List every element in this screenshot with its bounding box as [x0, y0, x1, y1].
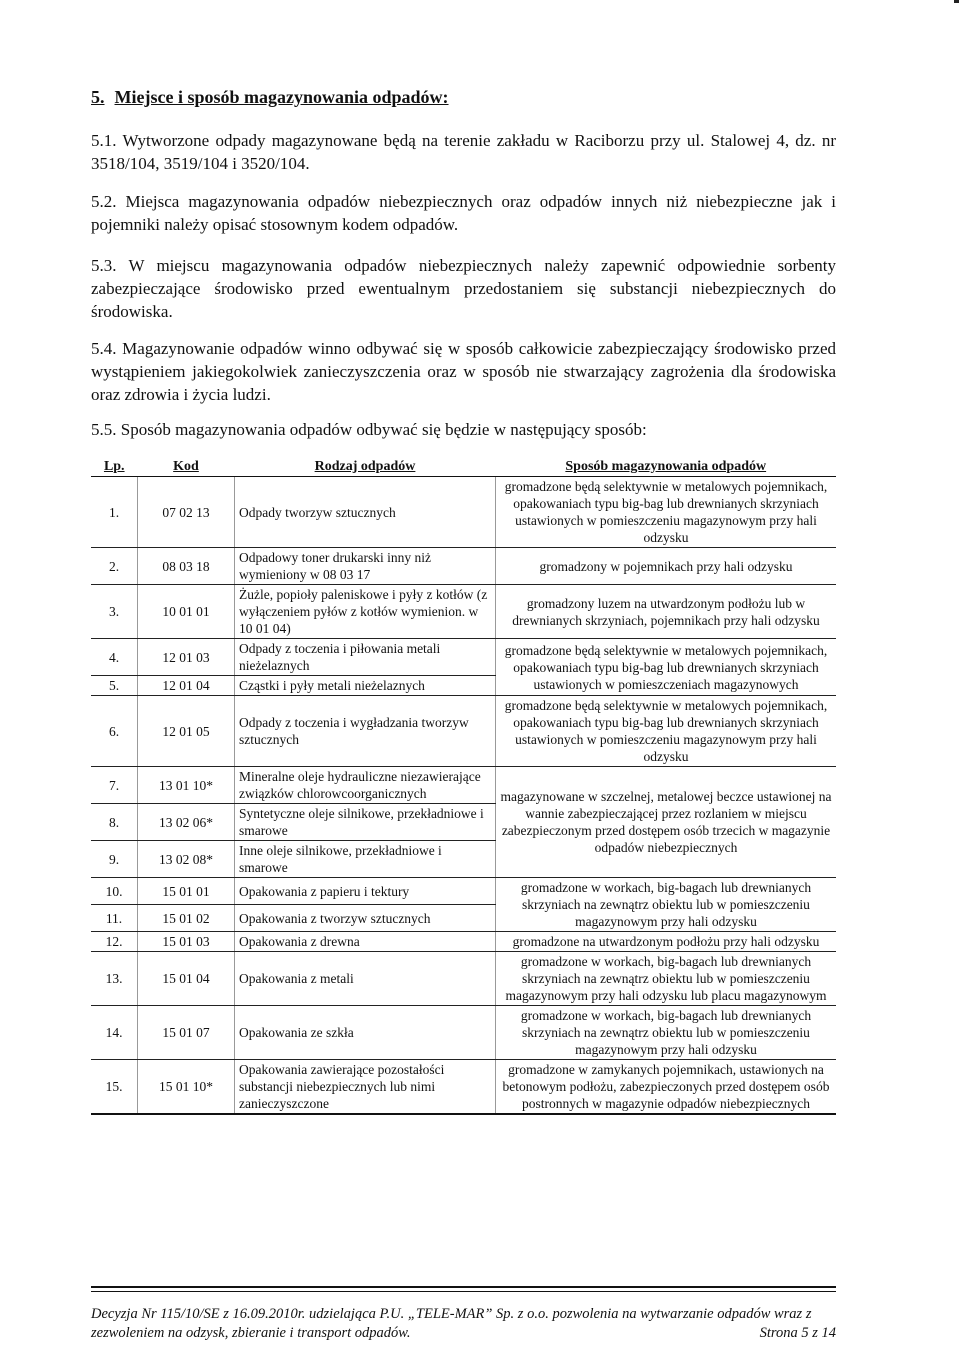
- table-row: [91, 585, 836, 639]
- cell-sposob: gromadzone w workach, big-bagach lub drewnianych skrzyniach na zewnątrz obiektu lub w pomieszczeniu magazynowym przy hali odzysku lub placu magazynowym: [496, 952, 837, 1006]
- paragraph-5-3: [91, 254, 836, 323]
- cell-rodzaj: Mineralne oleje hydrauliczne niezawierające związków chlorowcoorganicznych: [235, 767, 496, 804]
- cell-lp: 11.: [91, 905, 138, 932]
- cell-rodzaj: Żużle, popioły paleniskowe i pyły z kotłów (z wyłączeniem pyłów z kotłów wymienion. w 10 01 04): [235, 585, 496, 639]
- cell-lp: 10.: [91, 878, 138, 905]
- table-row: [91, 477, 836, 548]
- paragraph-5-1: [91, 129, 836, 175]
- cell-rodzaj: Syntetyczne oleje silnikowe, przekładniowe i smarowe: [235, 804, 496, 841]
- paragraph-text: Miejsca magazynowania odpadów niebezpiecznych oraz odpadów innych niż niebezpieczne jak i pojemniki należy opisać stosownym kodem odpadów.: [91, 192, 837, 234]
- cell-rodzaj: Odpady tworzyw sztucznych: [235, 477, 496, 548]
- cell-lp: 4.: [91, 639, 138, 676]
- table-row: [91, 1006, 836, 1060]
- cell-rodzaj: Opakowania z drewna: [235, 932, 496, 952]
- table-row: [91, 548, 836, 585]
- paragraph-number: 5.1.: [91, 131, 117, 150]
- cell-kod: 12 01 04: [138, 676, 235, 696]
- page-number: Strona 5 z 14: [759, 1325, 836, 1341]
- paragraph-number: 5.3.: [91, 256, 117, 275]
- cell-kod: 13 01 10*: [138, 767, 235, 804]
- cell-rodzaj: Opakowania z metali: [235, 952, 496, 1006]
- cell-sposob: gromadzone na utwardzonym podłożu przy hali odzysku: [496, 932, 837, 952]
- cell-lp: 1.: [91, 477, 138, 548]
- paragraph-text: W miejscu magazynowania odpadów niebezpiecznych należy zapewnić odpowiednie sorbenty zabezpieczające środowisko przed ewentualnym przedostaniem się substancji niebezpiecznych do środowiska.: [91, 256, 836, 321]
- cell-kod: 07 02 13: [138, 477, 235, 548]
- cell-kod: 15 01 10*: [138, 1060, 235, 1115]
- cell-sposob: gromadzony luzem na utwardzonym podłożu lub w drewnianych skrzyniach, pojemnikach przy hali odzysku: [496, 585, 837, 639]
- paragraph-text: Sposób magazynowania odpadów odbywać się będzie w następujący sposób:: [120, 420, 647, 439]
- cell-kod: 15 01 01: [138, 878, 235, 905]
- cell-sposob: magazynowane w szczelnej, metalowej beczce ustawionej na wannie zabezpieczającej przez rozlaniem w miejscu zabezpieczonym przed dostępem osób trzecich w magazynie odpadów niebezpiecznych: [496, 767, 837, 878]
- cell-lp: 5.: [91, 676, 138, 696]
- section-heading: [91, 87, 449, 108]
- cell-rodzaj: Odpady z toczenia i wygładzania tworzyw sztucznych: [235, 696, 496, 767]
- paragraph-5-5: [91, 418, 836, 441]
- cell-lp: 2.: [91, 548, 138, 585]
- cell-lp: 6.: [91, 696, 138, 767]
- cell-rodzaj: Inne oleje silnikowe, przekładniowe i smarowe: [235, 841, 496, 878]
- waste-storage-table: [91, 456, 836, 1115]
- cell-lp: 12.: [91, 932, 138, 952]
- cell-kod: 12 01 03: [138, 639, 235, 676]
- table-row: [91, 878, 836, 905]
- cell-rodzaj: Opakowania ze szkła: [235, 1006, 496, 1060]
- cell-kod: 15 01 02: [138, 905, 235, 932]
- header-kod: Kod: [138, 456, 235, 477]
- cell-sposob: gromadzone w zamykanych pojemnikach, ustawionych na betonowym podłożu, zabezpieczonych przed dostępem osób postronnych w magazynie odpadów niebezpiecznych: [496, 1060, 837, 1115]
- footer-divider: [91, 1286, 836, 1288]
- cell-kod: 13 02 06*: [138, 804, 235, 841]
- cell-sposob: gromadzony w pojemnikach przy hali odzysku: [496, 548, 837, 585]
- section-number: 5.: [91, 87, 105, 107]
- section-title: Miejsce i sposób magazynowania odpadów:: [114, 87, 449, 107]
- table-row: [91, 1060, 836, 1115]
- cell-kod: 13 02 08*: [138, 841, 235, 878]
- table-row: [91, 952, 836, 1006]
- table-row: [91, 639, 836, 676]
- cell-rodzaj: Odpady z toczenia i piłowania metali nieżelaznych: [235, 639, 496, 676]
- page-footer: [91, 1305, 836, 1343]
- table-row: [91, 696, 836, 767]
- cell-lp: 8.: [91, 804, 138, 841]
- cell-sposob: gromadzone będą selektywnie w metalowych pojemnikach, opakowaniach typu big-bag lub drewnianych skrzyniach ustawionych w pomieszczeniu magazynowym przy hali odzysku: [496, 477, 837, 548]
- cell-sposob: gromadzone w workach, big-bagach lub drewnianych skrzyniach na zewnątrz obiektu lub w pomieszczeniu magazynowym przy hali odzysku: [496, 878, 837, 932]
- footer-divider-thin: [91, 1291, 836, 1292]
- paragraph-number: 5.5.: [91, 420, 117, 439]
- table-row: [91, 767, 836, 804]
- cell-kod: 12 01 05: [138, 696, 235, 767]
- paragraph-number: 5.4.: [91, 339, 117, 358]
- paragraph-5-4: [91, 337, 836, 406]
- cell-sposob: gromadzone będą selektywnie w metalowych pojemnikach, opakowaniach typu big-bag lub drewnianych skrzyniach ustawionych w pomieszczeniu magazynowym przy hali odzysku: [496, 696, 837, 767]
- cell-lp: 15.: [91, 1060, 138, 1115]
- cell-kod: 10 01 01: [138, 585, 235, 639]
- cell-rodzaj: Opakowania zawierające pozostałości substancji niebezpiecznych lub nimi zanieczyszczone: [235, 1060, 496, 1115]
- cell-kod: 15 01 07: [138, 1006, 235, 1060]
- table-row: [91, 932, 836, 952]
- paragraph-text: Magazynowanie odpadów winno odbywać się w sposób całkowicie zabezpieczający środowisko przed wystąpieniem jakiegokolwiek zanieczyszczenia oraz w sposób nie stwarzający zagrożenia dla środowiska oraz zdrowia i życia ludzi.: [91, 339, 836, 404]
- cell-lp: 3.: [91, 585, 138, 639]
- cell-kod: 15 01 03: [138, 932, 235, 952]
- cell-kod: 08 03 18: [138, 548, 235, 585]
- cell-lp: 9.: [91, 841, 138, 878]
- cell-lp: 13.: [91, 952, 138, 1006]
- cell-sposob: gromadzone będą selektywnie w metalowych pojemnikach, opakowaniach typu big-bag lub drewnianych skrzyniach ustawionych w pomieszczeniach magazynowych: [496, 639, 837, 696]
- paragraph-5-2: [91, 190, 836, 236]
- cell-rodzaj: Opakowania z papieru i tektury: [235, 878, 496, 905]
- paragraph-number: 5.2.: [91, 192, 117, 211]
- table-header-row: [91, 456, 836, 477]
- corner-mark: [954, 0, 959, 3]
- cell-sposob: gromadzone w workach, big-bagach lub drewnianych skrzyniach na zewnątrz obiektu lub w pomieszczeniu magazynowym przy hali odzysku: [496, 1006, 837, 1060]
- footer-text: Decyzja Nr 115/10/SE z 16.09.2010r. udzielająca P.U. „TELE-MAR” Sp. z o.o. pozwolenia na wytwarzanie odpadów wraz z zezwoleniem na odzysk, zbieranie i transport odpadów.: [91, 1306, 812, 1341]
- cell-lp: 7.: [91, 767, 138, 804]
- header-sposob: Sposób magazynowania odpadów: [496, 456, 837, 477]
- header-rodzaj: Rodzaj odpadów: [235, 456, 496, 477]
- cell-rodzaj: Cząstki i pyły metali nieżelaznych: [235, 676, 496, 696]
- paragraph-text: Wytworzone odpady magazynowane będą na terenie zakładu w Raciborzu przy ul. Stalowej 4, dz. nr 3518/104, 3519/104 i 3520/104.: [91, 131, 836, 173]
- cell-kod: 15 01 04: [138, 952, 235, 1006]
- cell-lp: 14.: [91, 1006, 138, 1060]
- cell-rodzaj: Opakowania z tworzyw sztucznych: [235, 905, 496, 932]
- header-lp: Lp.: [91, 456, 138, 477]
- cell-rodzaj: Odpadowy toner drukarski inny niż wymieniony w 08 03 17: [235, 548, 496, 585]
